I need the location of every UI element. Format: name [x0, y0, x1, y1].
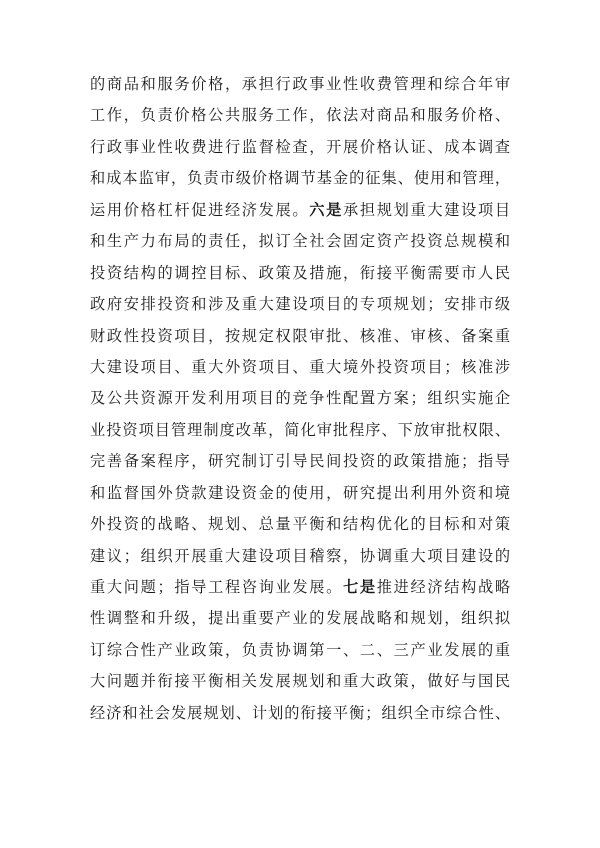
text-line [90, 69, 510, 100]
text-segment: 工作，负责价格公共服务工作，依法对商品和服务价格、 [90, 106, 510, 125]
text-line [90, 258, 510, 289]
text-line [90, 603, 510, 634]
text-segment: 性调整和升级，提出重要产业的发展战略和规划，组织拟 [90, 609, 510, 628]
text-line [90, 383, 510, 414]
text-line [90, 100, 510, 131]
text-line [90, 509, 510, 540]
text-line [90, 698, 510, 729]
text-segment: 的商品和服务价格，承担行政事业性收费管理和综合年审 [90, 75, 510, 93]
text-segment: 行政事业性收费进行监督检查，开展价格认证、成本调查 [90, 137, 510, 156]
text-segment: 和生产力布局的责任，拟订全社会固定资产投资总规模和 [90, 232, 510, 251]
text-line [90, 446, 510, 477]
text-line [90, 132, 510, 163]
text-line [90, 195, 510, 226]
text-segment: 和监督国外贷款建设资金的使用，研究提出利用外资和境 [90, 483, 510, 502]
text-segment: 推进经济结构战略 [376, 578, 511, 596]
text-line [90, 163, 510, 194]
text-segment: 投资结构的调控目标、政策及措施，衔接平衡需要市人民 [90, 263, 510, 282]
body-paragraph [90, 69, 510, 729]
text-segment: 承担规划重大建设项目 [343, 200, 511, 219]
text-segment: 财政性投资项目，按规定权限审批、核准、审核、备案重 [90, 326, 510, 345]
text-segment: 经济和社会发展规划、计划的衔接平衡；组织全市综合性、 [90, 703, 510, 722]
text-line [90, 666, 510, 697]
text-segment: 业投资项目管理制度改革，简化审批程序、下放审批权限、 [90, 420, 510, 439]
bold-heading-marker: 七是 [343, 578, 377, 596]
text-segment: 订综合性产业政策，负责协调第一、二、三产业发展的重 [90, 640, 510, 659]
text-line [90, 321, 510, 352]
text-line [90, 415, 510, 446]
text-line [90, 635, 510, 666]
text-segment: 外投资的战略、规划、总量平衡和结构优化的目标和对策 [90, 515, 510, 534]
bold-heading-marker: 六是 [309, 200, 344, 219]
text-line [90, 541, 510, 572]
text-segment: 大问题并衔接平衡相关发展规划和重大政策，做好与国民 [90, 672, 510, 691]
text-line [90, 226, 510, 257]
text-line [90, 289, 510, 320]
text-segment: 政府安排投资和涉及重大建设项目的专项规划；安排市级 [90, 295, 510, 314]
text-segment: 大建设项目、重大外资项目、重大境外投资项目；核准涉 [90, 357, 510, 376]
text-segment: 和成本监审，负责市级价格调节基金的征集、使用和管理， [90, 169, 510, 188]
text-line [90, 478, 510, 509]
text-segment: 及公共资源开发利用项目的竞争性配置方案；组织实施企 [90, 389, 510, 408]
text-line [90, 572, 510, 603]
text-segment: 重大问题；指导工程咨询业发展。 [90, 578, 344, 596]
text-segment: 完善备案程序，研究制订引导民间投资的政策措施；指导 [90, 452, 510, 471]
text-line [90, 352, 510, 383]
text-segment: 运用价格杠杆促进经济发展。 [90, 200, 310, 219]
text-segment: 建议；组织开展重大建设项目稽察，协调重大项目建设的 [90, 546, 510, 565]
